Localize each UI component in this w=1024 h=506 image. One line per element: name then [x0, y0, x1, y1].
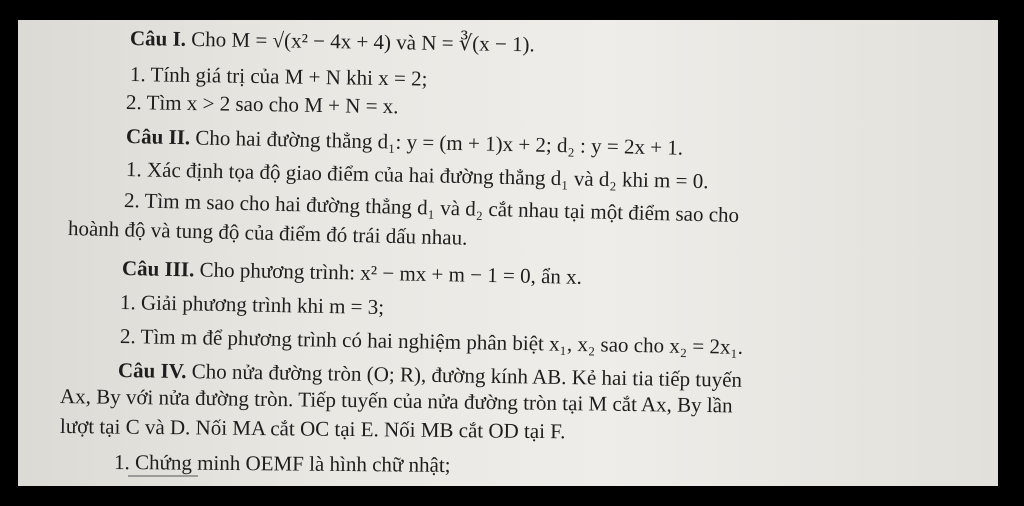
cut-off-next-line: [128, 475, 198, 486]
text-line-10: 2. Tìm m để phương trình có hai nghiệm phân biệt x₁, x₂ sao cho x₂ = 2x₁.: [119, 324, 744, 359]
textbook-page: [18, 20, 998, 486]
text-line-5: 1. Xác định tọa độ giao điểm của hai đường thẳng d₁ và d₂ khi m = 0.: [125, 157, 709, 194]
text-line-4: Câu II. Cho hai đường thẳng d₁: y = (m + 1)x + 2; d₂ : y = 2x + 1.: [125, 124, 684, 160]
text-line-9: 1. Giải phương trình khi m = 3;: [119, 290, 385, 320]
text-line-11: Câu IV. Cho nửa đường tròn (O; R), đường kính AB. Kẻ hai tia tiếp tuyến: [117, 358, 743, 392]
text-line-2: 1. Tính giá trị của M + N khi x = 2;: [129, 62, 428, 91]
text-line-3: 2. Tìm x > 2 sao cho M + N = x.: [125, 90, 399, 119]
text-line-14: 1. Chứng minh OEMF là hình chữ nhật;: [113, 450, 451, 477]
text-line-12: Ax, By với nửa đường tròn. Tiếp tuyến của nửa đường tròn tại M cắt Ax, By lần: [59, 384, 733, 418]
text-line-8: Câu III. Cho phương trình: x² − mx + m − 1 = 0, ẩn x.: [121, 256, 583, 289]
text-line-1: Câu I. Cho M = √(x² − 4x + 4) và N = ∛(x − 1).: [129, 26, 535, 57]
text-line-7: hoành độ và tung độ của điểm đó trái dấu nhau.: [67, 216, 468, 250]
text-line-6: 2. Tìm m sao cho hai đường thẳng d₁ và d₂ cắt nhau tại một điểm sao cho: [123, 188, 740, 228]
text-line-13: lượt tại C và D. Nối MA cắt OC tại E. Nối MB cắt OD tại F.: [59, 414, 566, 444]
